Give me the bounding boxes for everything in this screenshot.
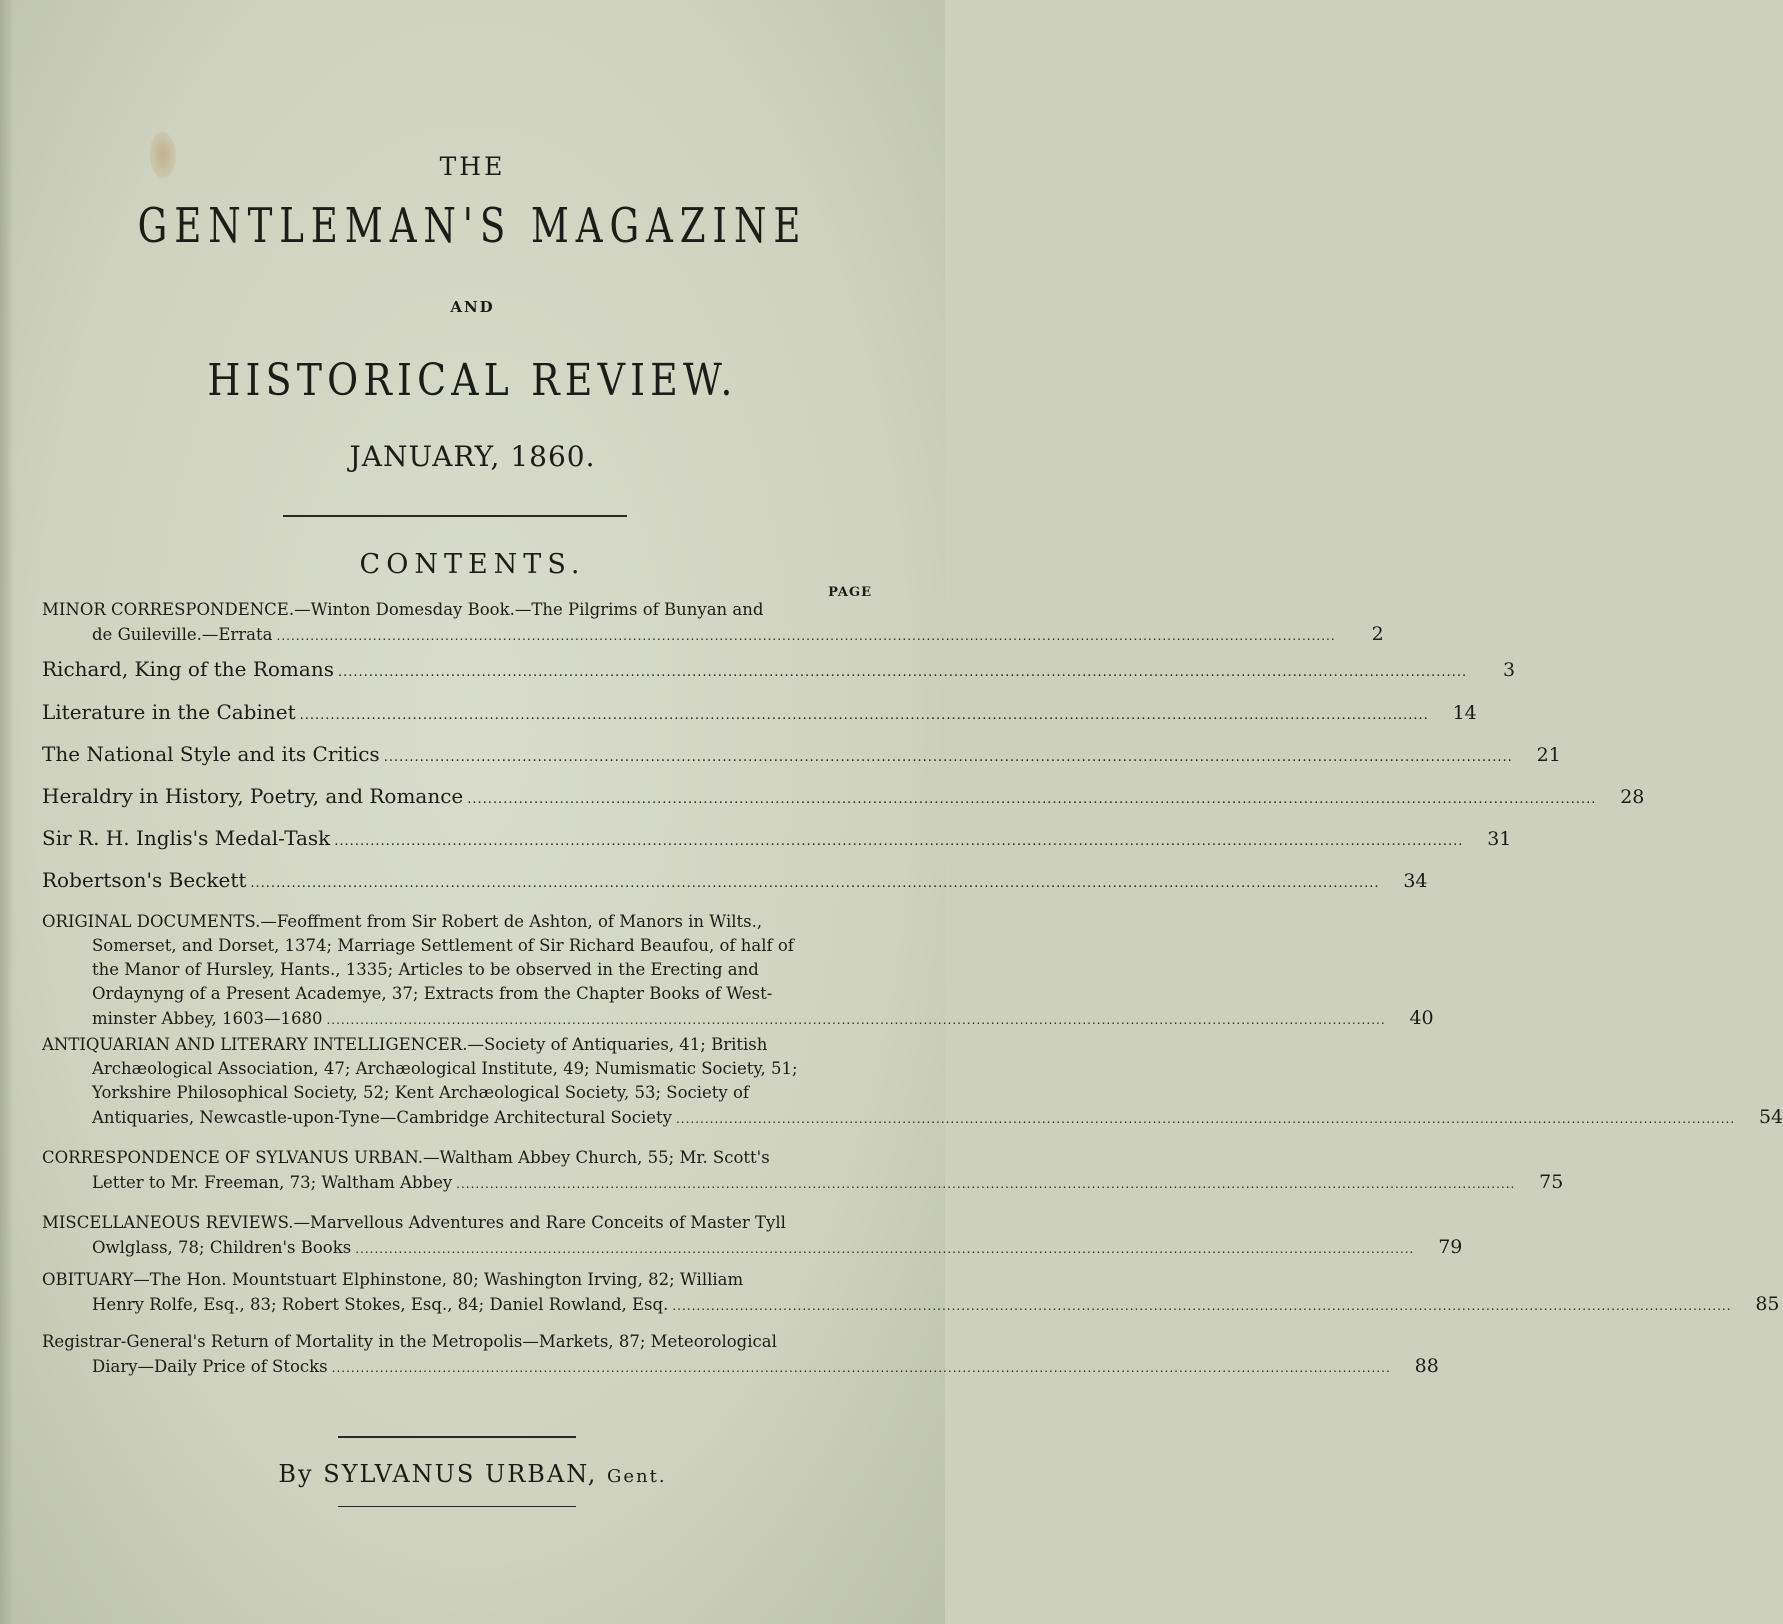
toc-entry-line bbox=[42, 1354, 1439, 1378]
byline-suffix: Gent. bbox=[606, 1466, 667, 1487]
byline-author: SYLVANUS URBAN, bbox=[323, 1460, 598, 1488]
toc-entry-text: Archæological Association, 47; Archæological Institute, 49; Numismatic Society, 51; bbox=[92, 1059, 798, 1078]
toc-entry-text: Robertson's Beckett bbox=[42, 868, 247, 892]
toc-entry-text: MINOR CORRESPONDENCE.—Winton Domesday Book.—The Pilgrims of Bunyan and bbox=[42, 600, 764, 619]
toc-entry-line bbox=[42, 1081, 872, 1105]
toc-entry-line bbox=[42, 1170, 1564, 1194]
toc-page-number: 31 bbox=[1487, 828, 1512, 850]
toc-page-number: 28 bbox=[1620, 786, 1645, 808]
toc-entry-text: MISCELLANEOUS REVIEWS.—Marvellous Adventures and Rare Conceits of Master Tyll bbox=[42, 1213, 786, 1232]
leader-dots: ............................................................................................................................................................................................................................ bbox=[299, 708, 1429, 723]
leader-dots: ............................................................................................................................................................................................................................ bbox=[456, 1177, 1516, 1191]
toc-entry-line bbox=[42, 739, 1561, 769]
toc-entry-line bbox=[42, 865, 1428, 895]
toc-entry bbox=[42, 910, 1434, 1030]
issue-date: JANUARY, 1860. bbox=[349, 440, 596, 473]
toc-entry bbox=[42, 1146, 1564, 1194]
divider-bottom-upper bbox=[338, 1436, 576, 1438]
page-column-label: PAGE bbox=[828, 585, 872, 600]
toc-entry-line bbox=[42, 823, 1512, 853]
header-and: AND bbox=[450, 298, 495, 316]
toc-entry-text: Heraldry in History, Poetry, and Romance bbox=[42, 784, 464, 808]
toc-entry-text: CORRESPONDENCE OF SYLVANUS URBAN.—Waltham Abbey Church, 55; Mr. Scott's bbox=[42, 1148, 770, 1167]
toc-entry bbox=[42, 598, 1384, 646]
toc-entry-line bbox=[42, 982, 872, 1006]
leader-dots: ............................................................................................................................................................................................................................ bbox=[337, 665, 1468, 680]
toc-entry-line bbox=[42, 934, 872, 958]
divider-bottom-lower bbox=[338, 1506, 576, 1507]
leader-dots: ............................................................................................................................................................................................................................ bbox=[355, 1242, 1415, 1256]
byline-by: By bbox=[278, 1460, 314, 1488]
magazine-subtitle: HISTORICAL REVIEW. bbox=[207, 355, 738, 406]
toc-entry-text: Ordaynyng of a Present Academye, 37; Extracts from the Chapter Books of West- bbox=[92, 984, 773, 1003]
leader-dots: ............................................................................................................................................................................................................................ bbox=[276, 629, 1336, 643]
toc-entry-text: de Guileville.—Errata bbox=[92, 625, 273, 644]
contents-heading: CONTENTS. bbox=[359, 549, 586, 580]
toc-entry bbox=[42, 1211, 1463, 1259]
toc-entry-text: Registrar-General's Return of Mortality in the Metropolis—Markets, 87; Meteorological bbox=[42, 1332, 777, 1351]
toc-entry bbox=[42, 1330, 1439, 1378]
toc-page-number: 88 bbox=[1414, 1355, 1439, 1377]
toc-entry-line bbox=[42, 1105, 1783, 1129]
toc-entry-text: Owlglass, 78; Children's Books bbox=[92, 1238, 352, 1257]
toc-entry-text: Richard, King of the Romans bbox=[42, 657, 334, 681]
toc-entry-line bbox=[42, 654, 1516, 684]
toc-entry bbox=[42, 654, 1516, 684]
toc-entry-line bbox=[42, 1235, 1463, 1259]
toc-entry-text: The National Style and its Critics bbox=[42, 742, 380, 766]
byline bbox=[0, 1460, 945, 1488]
toc-entry bbox=[42, 781, 1645, 811]
toc-entry-text: Henry Rolfe, Esq., 83; Robert Stokes, Esq., 84; Daniel Rowland, Esq. bbox=[92, 1295, 669, 1314]
leader-dots: ............................................................................................................................................................................................................................ bbox=[250, 876, 1380, 891]
header-the: THE bbox=[439, 152, 506, 181]
toc-entry-line bbox=[42, 1268, 872, 1292]
toc-entry bbox=[42, 1033, 1783, 1129]
page-edge-shadow bbox=[0, 0, 14, 1624]
toc-page-number: 2 bbox=[1371, 623, 1384, 645]
toc-entry-line bbox=[42, 1033, 872, 1057]
toc-entry-text: Diary—Daily Price of Stocks bbox=[92, 1357, 328, 1376]
toc-page-number: 40 bbox=[1409, 1007, 1434, 1029]
toc-entry bbox=[42, 823, 1512, 853]
toc-entry-line bbox=[42, 1330, 872, 1354]
leader-dots: ............................................................................................................................................................................................................................ bbox=[675, 1112, 1736, 1126]
toc-entry-text: Literature in the Cabinet bbox=[42, 700, 296, 724]
toc-entry-line bbox=[42, 1057, 872, 1081]
toc-page-number: 79 bbox=[1438, 1236, 1463, 1258]
leader-dots: ............................................................................................................................................................................................................................ bbox=[326, 1013, 1386, 1027]
leader-dots: ............................................................................................................................................................................................................................ bbox=[672, 1299, 1732, 1313]
toc-entry-text: OBITUARY—The Hon. Mountstuart Elphinstone, 80; Washington Irving, 82; William bbox=[42, 1270, 744, 1289]
toc-entry-line bbox=[42, 910, 872, 934]
toc-entry-text: ORIGINAL DOCUMENTS.—Feoffment from Sir Robert de Ashton, of Manors in Wilts., bbox=[42, 912, 763, 931]
toc-entry-line bbox=[42, 697, 1477, 727]
toc-entry-text: Somerset, and Dorset, 1374; Marriage Settlement of Sir Richard Beaufou, of half of bbox=[92, 936, 794, 955]
toc-entry bbox=[42, 697, 1477, 727]
toc-entry-text: ANTIQUARIAN AND LITERARY INTELLIGENCER.—Society of Antiquaries, 41; British bbox=[42, 1035, 768, 1054]
toc-entry bbox=[42, 739, 1561, 769]
toc-entry-text: the Manor of Hursley, Hants., 1335; Articles to be observed in the Erecting and bbox=[92, 960, 759, 979]
toc-entry-text: Letter to Mr. Freeman, 73; Waltham Abbey bbox=[92, 1173, 453, 1192]
toc-entry-line bbox=[42, 1292, 1780, 1316]
divider-top bbox=[283, 515, 627, 517]
toc-entry-text: Antiquaries, Newcastle-upon-Tyne—Cambridge Architectural Society bbox=[92, 1108, 672, 1127]
toc-entry-line bbox=[42, 622, 1384, 646]
leader-dots: ............................................................................................................................................................................................................................ bbox=[331, 1361, 1391, 1375]
toc-page-number: 54 bbox=[1758, 1106, 1783, 1128]
toc-entry-line bbox=[42, 1211, 872, 1235]
leader-dots: ............................................................................................................................................................................................................................ bbox=[334, 834, 1464, 849]
toc-page-number: 85 bbox=[1755, 1293, 1780, 1315]
leader-dots: ............................................................................................................................................................................................................................ bbox=[383, 750, 1513, 765]
toc-page-number: 34 bbox=[1403, 870, 1428, 892]
toc-page-number: 14 bbox=[1452, 702, 1477, 724]
leader-dots: ............................................................................................................................................................................................................................ bbox=[467, 792, 1597, 807]
toc-entry-text: Yorkshire Philosophical Society, 52; Kent Archæological Society, 53; Society of bbox=[92, 1083, 750, 1102]
toc-entry-line bbox=[42, 958, 872, 982]
toc-page-number: 3 bbox=[1503, 659, 1516, 681]
magazine-title: GENTLEMAN'S MAGAZINE bbox=[137, 198, 808, 254]
toc-entry-line bbox=[42, 598, 872, 622]
toc-entry-line bbox=[42, 781, 1645, 811]
toc-entry-line bbox=[42, 1006, 1434, 1030]
toc-entry-line bbox=[42, 1146, 872, 1170]
toc-entry-text: minster Abbey, 1603—1680 bbox=[92, 1009, 323, 1028]
toc-page-number: 75 bbox=[1539, 1171, 1564, 1193]
toc-page-number: 21 bbox=[1536, 744, 1561, 766]
toc-entry bbox=[42, 865, 1428, 895]
toc-entry bbox=[42, 1268, 1780, 1316]
toc-entry-text: Sir R. H. Inglis's Medal-Task bbox=[42, 826, 331, 850]
